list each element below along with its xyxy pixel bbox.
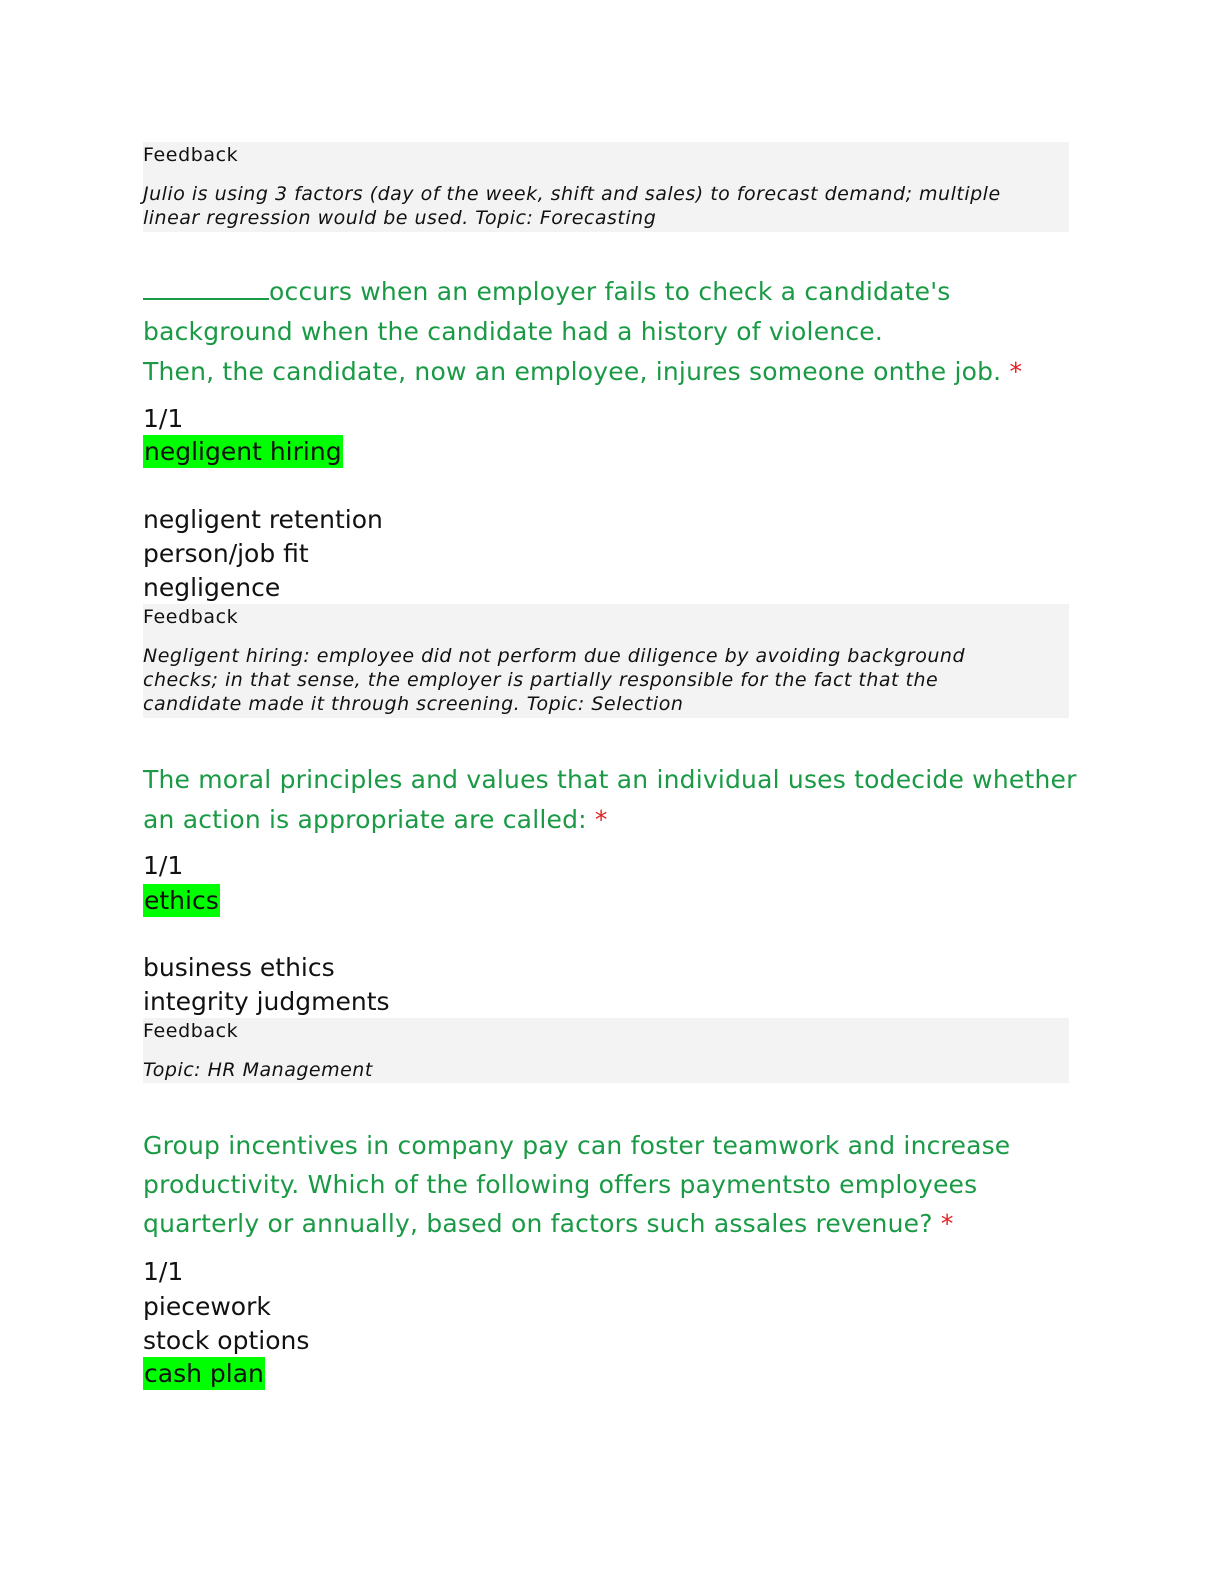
option-correct[interactable]: cash plan bbox=[144, 1359, 264, 1388]
feedback-block bbox=[143, 1018, 1069, 1083]
question-text: occurs when an employer fails to check a candidate's bbox=[143, 272, 951, 312]
option-correct[interactable]: negligent hiring bbox=[144, 437, 342, 466]
feedback-text: candidate made it through screening. Topic: Selection bbox=[143, 693, 684, 715]
feedback-text: Topic: HR Management bbox=[143, 1059, 373, 1081]
question-text: background when the candidate had a history of violence. bbox=[143, 317, 883, 346]
option-correct[interactable]: ethics bbox=[144, 886, 219, 915]
score: 1/1 bbox=[143, 404, 184, 433]
feedback-text: Negligent hiring: employee did not perform due diligence by avoiding background bbox=[143, 645, 966, 667]
option[interactable]: negligent retention bbox=[143, 505, 383, 534]
feedback-label: Feedback bbox=[143, 1020, 239, 1042]
feedback-block bbox=[143, 604, 1069, 718]
required-star: * bbox=[940, 1209, 954, 1238]
question-text: Group incentives in company pay can foster teamwork and increase bbox=[143, 1131, 1011, 1160]
fill-in-blank bbox=[143, 274, 269, 300]
option[interactable]: negligence bbox=[143, 573, 281, 602]
question-text: an action is appropriate are called: * bbox=[143, 805, 608, 834]
option[interactable]: integrity judgments bbox=[143, 987, 390, 1016]
feedback-block bbox=[143, 142, 1069, 232]
feedback-label: Feedback bbox=[143, 606, 239, 628]
question-text: quarterly or annually, based on factors such assales revenue? * bbox=[143, 1209, 954, 1238]
score: 1/1 bbox=[143, 1257, 184, 1286]
feedback-text: linear regression would be used. Topic: Forecasting bbox=[143, 207, 657, 229]
option[interactable]: business ethics bbox=[143, 953, 335, 982]
required-star: * bbox=[594, 805, 608, 834]
feedback-text: checks; in that sense, the employer is partially responsible for the fact that the bbox=[143, 669, 939, 691]
question-text: The moral principles and values that an individual uses todecide whether bbox=[143, 765, 1077, 794]
feedback-label: Feedback bbox=[143, 144, 239, 166]
question-text: productivity. Which of the following offers paymentsto employees bbox=[143, 1170, 978, 1199]
option[interactable]: stock options bbox=[143, 1326, 310, 1355]
option[interactable]: person/job fit bbox=[143, 539, 309, 568]
question-text: Then, the candidate, now an employee, injures someone onthe job. * bbox=[143, 357, 1023, 386]
score: 1/1 bbox=[143, 851, 184, 880]
option[interactable]: piecework bbox=[143, 1292, 271, 1321]
required-star: * bbox=[1009, 357, 1023, 386]
feedback-text: Julio is using 3 factors (day of the week, shift and sales) to forecast demand; multiple bbox=[143, 183, 1001, 205]
